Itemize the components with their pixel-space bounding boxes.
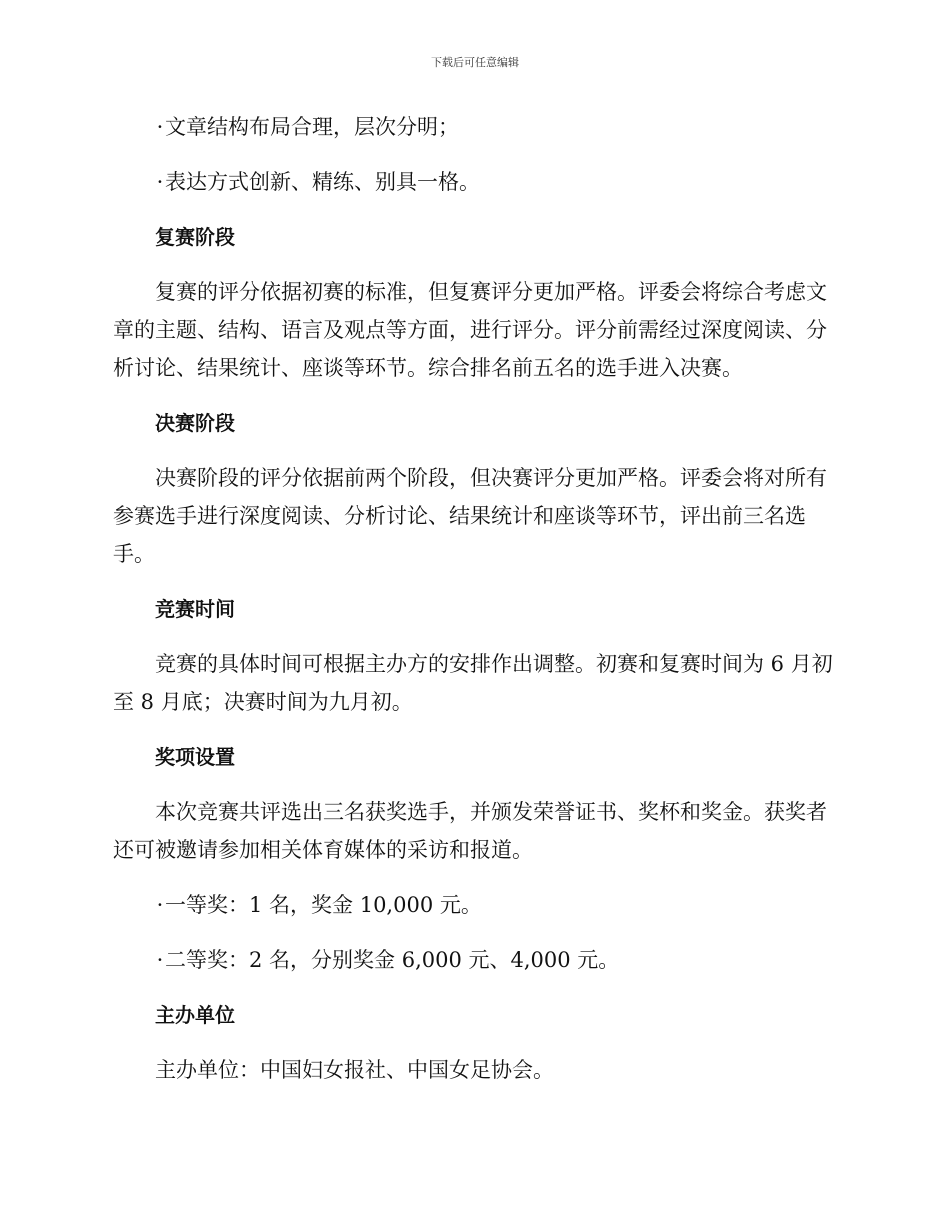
page-header: 下载后可任意编辑 — [431, 56, 519, 69]
list-item — [113, 163, 833, 201]
list-item-text: 一等奖：1 名，奖金 10,000 元。 — [165, 893, 482, 917]
document-body — [113, 108, 833, 1106]
bullet-icon: · — [156, 115, 164, 139]
section-heading-organizer: 主办单位 — [155, 1003, 235, 1027]
section-text-awards: 本次竞赛共评选出三名获奖选手，并颁发荣誉证书、奖杯和奖金。获奖者还可被邀请参加相关体育媒体的采访和报道。 — [113, 800, 827, 862]
section-heading-time: 竞赛时间 — [155, 597, 235, 621]
list-item-text: 文章结构布局合理，层次分明； — [165, 115, 459, 139]
section-heading-awards: 奖项设置 — [155, 745, 235, 769]
section-text-final: 决赛阶段的评分依据前两个阶段，但决赛评分更加严格。评委会将对所有参赛选手进行深度阅读、分析讨论、结果统计和座谈等环节，评出前三名选手。 — [113, 466, 827, 566]
section-heading-semifinal: 复赛阶段 — [155, 225, 235, 249]
bullet-icon: · — [156, 893, 164, 917]
section-text-organizer: 主办单位：中国妇女报社、中国女足协会。 — [155, 1058, 554, 1082]
section-text-semifinal: 复赛的评分依据初赛的标准，但复赛评分更加严格。评委会将综合考虑文章的主题、结构、语言及观点等方面，进行评分。评分前需经过深度阅读、分析讨论、结果统计、座谈等环节。综合排名前五名的选手进入决赛。 — [113, 280, 827, 380]
list-item-text: 二等奖：2 名，分别奖金 6,000 元、4,000 元。 — [165, 948, 620, 972]
bullet-icon: · — [156, 170, 164, 194]
list-item — [113, 108, 833, 146]
list-item — [113, 886, 833, 924]
section-heading-final: 决赛阶段 — [155, 411, 235, 435]
section-text-time: 竞赛的具体时间可根据主办方的安排作出调整。初赛和复赛时间为 6 月初至 8 月底；决赛时间为九月初。 — [113, 652, 833, 714]
list-item-text: 表达方式创新、精练、别具一格。 — [165, 170, 480, 194]
list-item — [113, 941, 833, 979]
bullet-icon: · — [156, 948, 164, 972]
